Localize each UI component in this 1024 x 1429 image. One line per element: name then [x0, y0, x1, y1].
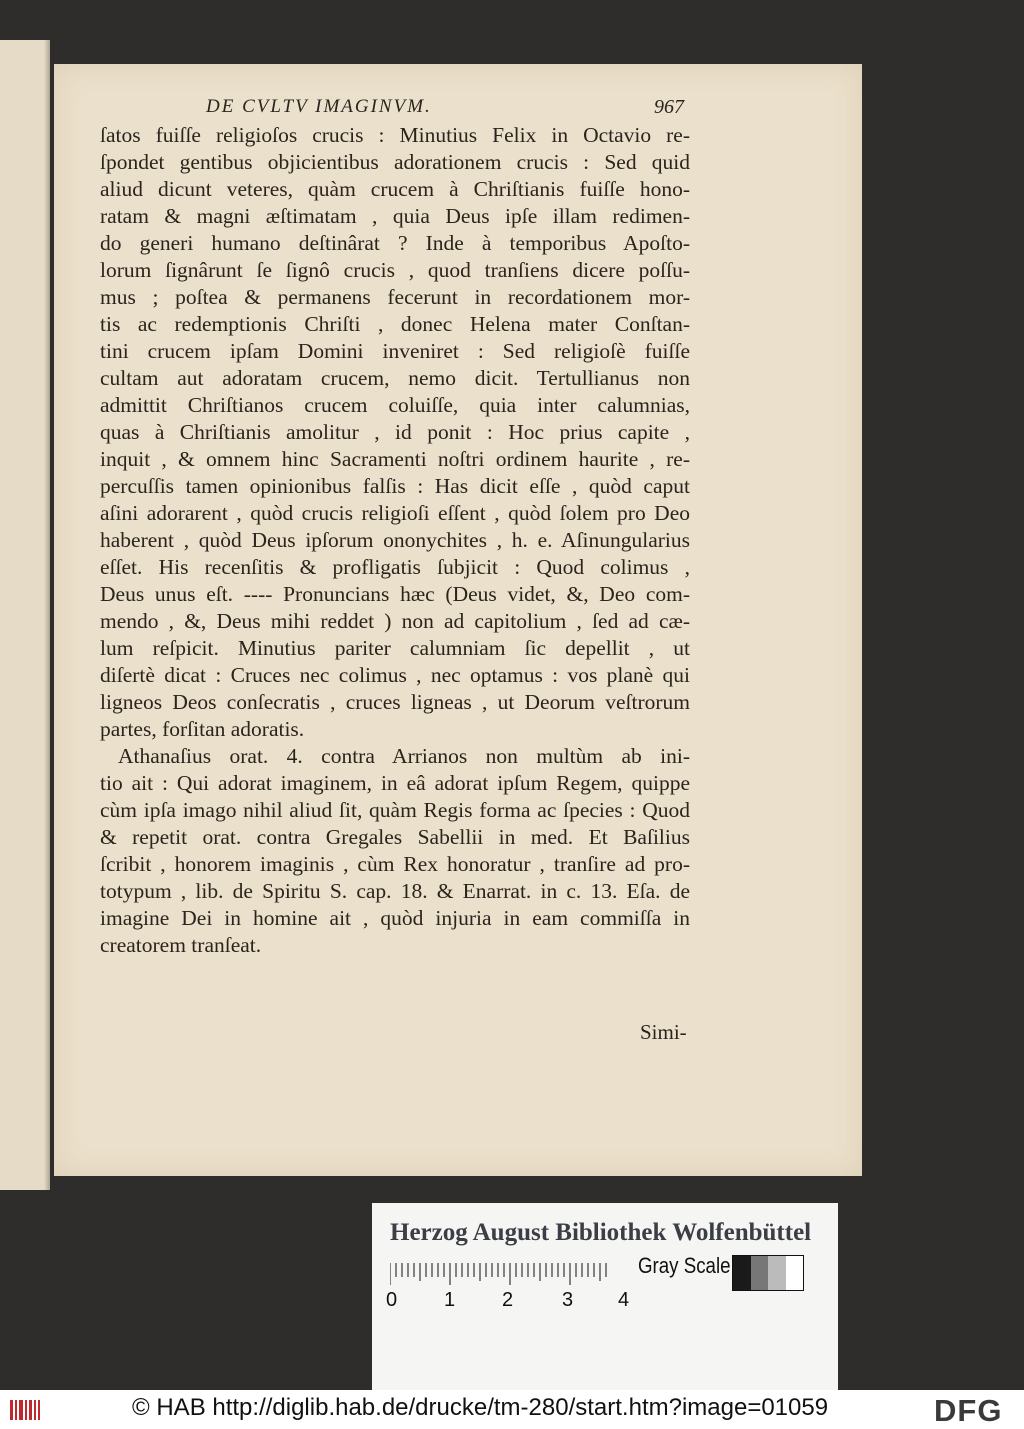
- dfg-logo: DFG: [934, 1393, 1003, 1428]
- scale-number: 3: [562, 1289, 574, 1311]
- text-line: admittit Chriſtianos crucem coluiſſe, quia inter calumnias,: [100, 393, 690, 417]
- text-line: totypum , lib. de Spiritu S. cap. 18. & Enarrat. in c. 13. Eſa. de: [100, 879, 690, 903]
- gray-scale-swatch: [732, 1255, 804, 1291]
- text-line: diſertè dicat : Cruces nec colimus , nec optamus : vos planè qui: [100, 663, 690, 687]
- text-line: haberent , quòd Deus ipſorum ononychites , h. e. Aſinungularius: [100, 528, 690, 552]
- text-line: ratam & magni æſtimatam , quia Deus ipſe illam redimen-: [100, 204, 690, 228]
- catchword: Simi-: [640, 1020, 687, 1044]
- text-line: creatorem tranſeat.: [100, 933, 262, 957]
- scale-number: 4: [618, 1289, 630, 1311]
- text-line: tio ait : Qui adorat imaginem, in eâ adorat ipſum Regem, quippe: [100, 771, 690, 795]
- text-line: & repetit orat. contra Gregales Sabellii in med. Et Baſilius: [100, 825, 690, 849]
- swatch-white: [786, 1256, 804, 1290]
- library-title: Herzog August Bibliothek Wolfenbüttel: [390, 1219, 812, 1246]
- text-line: ſcribit , honorem imaginis , cùm Rex honoratur , tranſire ad pro-: [100, 852, 690, 876]
- text-line: cultam aut adoratam crucem, nemo dicit. Tertullianus non: [100, 366, 690, 390]
- ruler-numbers: [382, 1289, 630, 1315]
- text-line: tini crucem ipſam Domini inveniret : Sed religioſè fuiſſe: [100, 339, 690, 363]
- swatch-black: [733, 1256, 751, 1290]
- text-line: ſatos fuiſſe religioſos crucis : Minutius Felix in Octavio re-: [100, 123, 690, 147]
- body-text: [100, 122, 690, 959]
- footer-copyright-link[interactable]: © HAB http://diglib.hab.de/drucke/tm-280/start.htm?image=01059: [132, 1394, 829, 1421]
- text-line: imagine Dei in homine ait , quòd injuria in eam commiſſa in: [100, 906, 690, 930]
- text-line: aliud dicunt veteres, quàm crucem à Chriſtianis fuiſſe hono-: [100, 177, 690, 201]
- viewer-footer: [0, 1390, 1024, 1429]
- text-line: Athanaſius orat. 4. contra Arrianos non multùm ab ini-: [118, 744, 690, 768]
- text-line: aſini adorarent , quòd crucis religioſi eſſent , quòd ſolem pro Deo: [100, 501, 690, 525]
- text-line: mus ; poſtea & permanens fecerunt in recordationem mor-: [100, 285, 690, 309]
- library-label: [372, 1203, 838, 1391]
- text-line: cùm ipſa imago nihil aliud ſit, quàm Regis forma ac ſpecies : Quod: [100, 798, 690, 822]
- text-line: lum reſpicit. Minutius pariter calumniam ſic depellit , ut: [100, 636, 690, 660]
- swatch-light-gray: [768, 1256, 786, 1290]
- text-line: percuſſis tamen opinionibus falſis : Has dicit eſſe , quòd caput: [100, 474, 690, 498]
- scale-number: 1: [444, 1289, 456, 1311]
- text-line: eſſet. His recenſitis & profligatis ſubjicit : Quod colimus ,: [100, 555, 690, 579]
- gray-scale-label: Gray Scale: [638, 1253, 731, 1278]
- text-line: quas à Chriſtianis amolitur , id ponit : Hoc prius capite ,: [100, 420, 690, 444]
- scale-number: 2: [502, 1289, 514, 1311]
- text-line: ligneos Deos conſecratis , cruces ligneas , ut Deorum veſtrorum: [100, 690, 690, 714]
- page-header: [206, 96, 684, 122]
- text-line: lorum ſignârunt ſe ſignô crucis , quod tranſiens dicere poſſu-: [100, 258, 690, 282]
- swatch-gray: [751, 1256, 769, 1290]
- hab-barcode-icon: [10, 1398, 40, 1422]
- text-line: Deus unus eſt. ---- Pronuncians hæc (Deus videt, &, Deo com-: [100, 582, 690, 606]
- text-line: tis ac redemptionis Chriſti , donec Helena mater Conſtan-: [100, 312, 690, 336]
- text-line: inquit , & omnem hinc Sacramenti noſtri ordinem haurite , re-: [100, 447, 690, 471]
- text-line: mendo , &, Deus mihi reddet ) non ad capitolium , ſed ad cæ-: [100, 609, 690, 633]
- running-head: DE CVLTV IMAGINVM.: [206, 96, 432, 117]
- text-line: partes, forſitan adoratis.: [100, 717, 305, 741]
- scale-number: 0: [386, 1289, 398, 1311]
- page-number: 967: [654, 96, 684, 118]
- text-line: ſpondet gentibus objicientibus adorationem crucis : Sed quid: [100, 150, 690, 174]
- text-line: do generi humano deſtinârat ? Inde à temporibus Apoſto-: [100, 231, 690, 255]
- previous-page-edge: [0, 40, 50, 1190]
